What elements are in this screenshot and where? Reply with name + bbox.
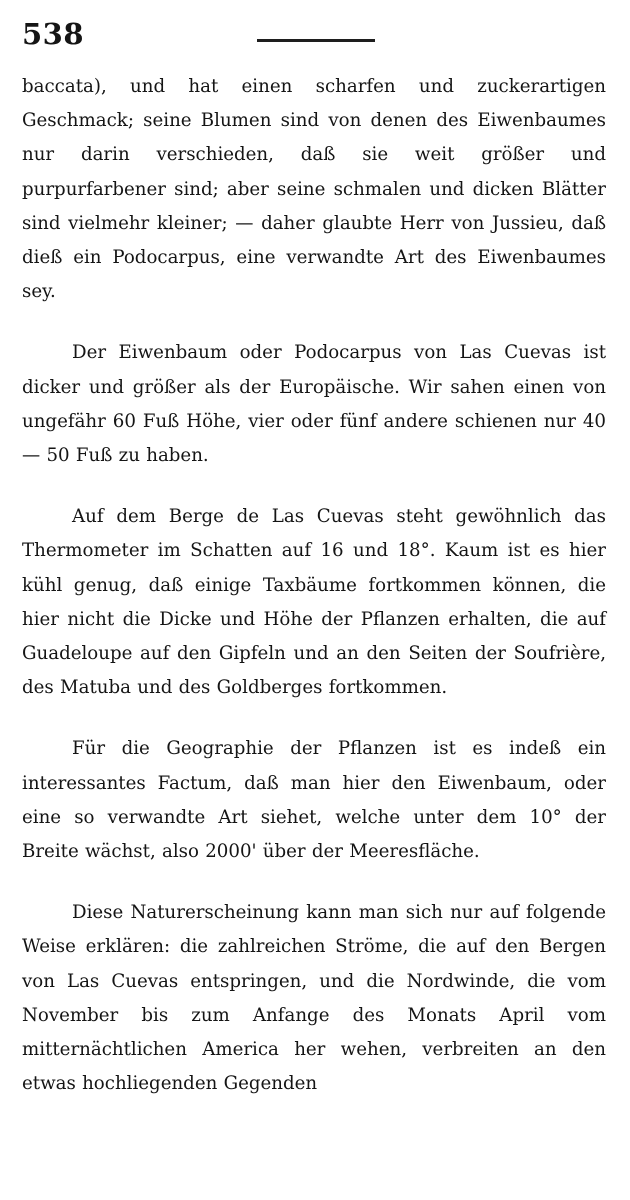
paragraph-continued: baccata), und hat einen scharfen und zuckerartigen Geschmack; seine Blumen sind von denen des Eiwenbaumes nur darin verschieden, daß sie weit größer und purpurfarbener sind; aber seine schmalen und dicken Blätter sind vielmehr kleiner; — daher glaubte Herr von Jussieu, daß dieß ein Podocarpus, eine verwandte Art des Eiwenbaumes sey. xyxy=(22,76,606,303)
paragraph: Diese Naturerscheinung kann man sich nur auf folgende Weise erklären: die zahlreichen Ströme, die auf den Bergen von Las Cuevas entspringen, und die Nordwinde, die vom November bis zum Anfange des Monats April vom mitternächtlichen America her wehen, verbreiten an den etwas hochliegenden Gegenden xyxy=(22,902,606,1095)
paragraph: Für die Geographie der Pflanzen ist es indeß ein interessantes Factum, daß man hier den Eiwenbaum, oder eine so verwandte Art siehet, welche unter dem 10° der Breite wächst, also 2000' über der Meeresfläche. xyxy=(22,738,606,863)
paragraph: Der Eiwenbaum oder Podocarpus von Las Cuevas ist dicker und größer als der Europäische. Wir sahen einen von ungefähr 60 Fuß Höhe, vier oder fünf andere schienen nur 40 — 50 Fuß zu haben. xyxy=(22,342,606,467)
page-number: 538 xyxy=(22,17,85,51)
page-header xyxy=(0,0,630,70)
body-text xyxy=(22,70,606,1101)
header-rule xyxy=(257,39,375,42)
paragraph: Auf dem Berge de Las Cuevas steht gewöhnlich das Thermometer im Schatten auf 16 und 18°. Kaum ist es hier kühl genug, daß einige Taxbäume fortkommen können, die hier nicht die Dicke und Höhe der Pflanzen erhalten, die auf Guadeloupe auf den Gipfeln und an den Seiten der Soufrière, des Matuba und des Goldberges fortkommen. xyxy=(22,506,606,699)
